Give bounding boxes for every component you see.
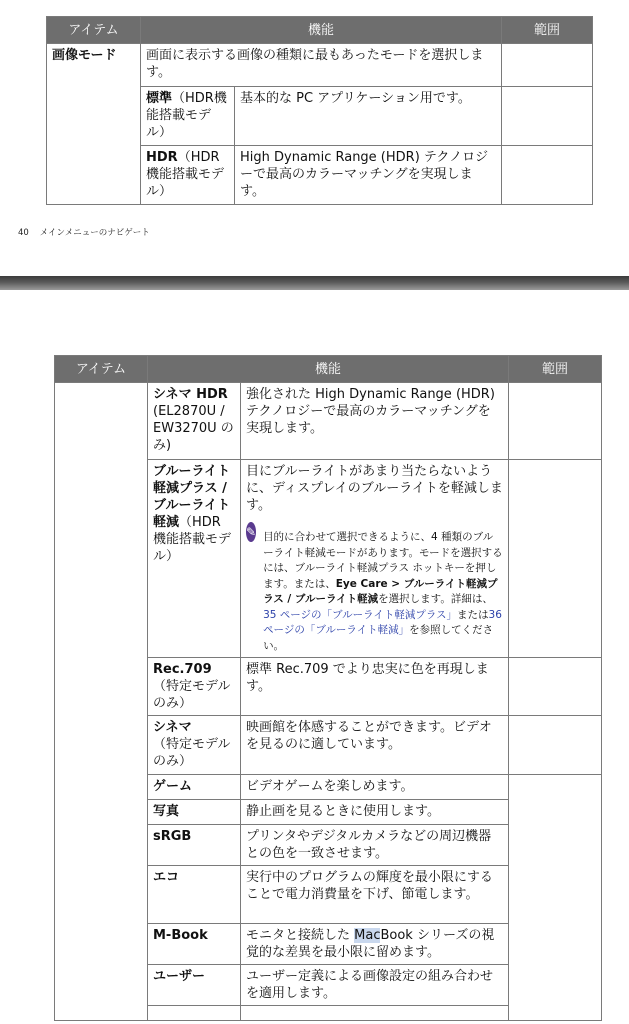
blue-light-desc-cell	[241, 460, 509, 658]
mode-desc: プリンタやデジタルカメラなどの周辺機器との色を一致させます。	[241, 825, 509, 866]
mode-name: シネマ	[153, 720, 192, 735]
range-cell	[509, 716, 602, 775]
mode-note: （HDR機能搭載モデル）	[146, 91, 227, 140]
link-blue-light-plus[interactable]: 35 ページの「ブルーライト軽減プラス」	[263, 608, 458, 621]
note-text	[258, 522, 503, 654]
mode-note: （HDR 機能搭載モデル）	[153, 515, 232, 564]
range-cell	[509, 460, 602, 658]
range-cell	[509, 775, 602, 1021]
page-footer	[18, 226, 150, 238]
mode-note: (EL2870U / EW3270U のみ)	[153, 404, 234, 453]
range-cell	[502, 44, 593, 87]
mode-user: ユーザー	[148, 965, 241, 1006]
page-divider	[0, 276, 629, 290]
pencil-icon: ✎	[246, 522, 256, 542]
header-function: 機能	[141, 17, 502, 44]
page-40	[0, 0, 629, 276]
mode-hdr	[141, 146, 235, 205]
mode-note: （HDR機能搭載モデル）	[146, 150, 225, 199]
range-cell	[509, 383, 602, 460]
desc-segment: モニタと接続した	[246, 928, 355, 943]
note-segment: または	[457, 608, 489, 621]
mode-eco: エコ	[148, 866, 241, 924]
top-table	[46, 16, 593, 205]
item-picture-mode: 画像モード	[47, 44, 141, 205]
note-box	[246, 522, 503, 654]
mode-desc: 映画館を体感することができます。ビデオを見るのに適しています。	[241, 716, 509, 775]
note-segment: 目的に合わせて選択できるように、4 種類のブルーライト軽減モードがあります。モードを選択するには、ブルーライト軽減プラス ホットキーを押します。または、	[263, 531, 503, 590]
header-item: アイテム	[55, 356, 148, 383]
mode-name: HDR	[146, 150, 178, 165]
range-cell	[502, 87, 593, 146]
note-segment: を選択します。詳細は、	[378, 593, 493, 605]
cut-off-cell	[241, 1006, 509, 1021]
mode-name: Rec.709	[153, 662, 212, 677]
mode-desc: 実行中のプログラムの輝度を最小限にすることで電力消費量を下げ、節電します。	[241, 866, 509, 924]
item-cell-empty	[55, 383, 148, 1021]
mode-name: シネマ HDR	[153, 387, 228, 402]
mode-desc: High Dynamic Range (HDR) テクノロジーで最高のカラーマッチングを実現します。	[235, 146, 502, 205]
header-range: 範囲	[509, 356, 602, 383]
note-menu-path: Eye Care > ブルーライト軽減プラス / ブルーライト軽減	[263, 577, 498, 605]
mode-desc: 強化された High Dynamic Range (HDR) テクノロジーで最高のカラーマッチングを実現します。	[241, 383, 509, 460]
mode-rec709	[148, 658, 241, 716]
range-cell	[502, 146, 593, 205]
mode-game: ゲーム	[148, 775, 241, 800]
link-blue-light[interactable]: 36 ページの「ブルーライト軽減」	[263, 608, 502, 636]
highlighted-text: Mac	[354, 928, 381, 943]
picture-mode-desc: 画面に表示する画像の種類に最もあったモードを選択します。	[141, 44, 502, 87]
mode-note: （特定モデルのみ）	[153, 737, 231, 769]
mode-note: （特定モデルのみ）	[153, 679, 231, 711]
mode-desc	[241, 924, 509, 965]
mode-cinema-hdr	[148, 383, 241, 460]
note-segment: を参照してください。	[263, 624, 494, 652]
mode-desc: 目にブルーライトがあまり当たらないように、ディスプレイのブルーライトを軽減します。	[246, 464, 503, 513]
mode-desc: ユーザー定義による画像設定の組み合わせを適用します。	[241, 965, 509, 1006]
footer-title: メインメニューのナビゲート	[39, 228, 150, 238]
header-item: アイテム	[47, 17, 141, 44]
mode-desc: ビデオゲームを楽しめます。	[241, 775, 509, 800]
mode-blue-light	[148, 460, 241, 658]
desc-segment: Book シリーズの視覚的な差異を最小限に留めます。	[246, 928, 495, 960]
mode-srgb: sRGB	[148, 825, 241, 866]
header-range: 範囲	[502, 17, 593, 44]
page-number: 40	[18, 228, 29, 238]
header-function: 機能	[148, 356, 509, 383]
mode-standard	[141, 87, 235, 146]
range-cell	[509, 658, 602, 716]
mode-name: ブルーライト軽減プラス / ブルーライト軽減	[153, 464, 231, 530]
cut-off-cell	[148, 1006, 241, 1021]
mode-desc: 静止画を見るときに使用します。	[241, 800, 509, 825]
mode-m-book: M-Book	[148, 924, 241, 965]
mode-cinema	[148, 716, 241, 775]
mode-name: 標準	[146, 91, 173, 106]
mode-desc: 標準 Rec.709 でより忠実に色を再現します。	[241, 658, 509, 716]
mode-desc: 基本的な PC アプリケーション用です。	[235, 87, 502, 146]
bottom-table	[54, 355, 602, 1021]
mode-photo: 写真	[148, 800, 241, 825]
